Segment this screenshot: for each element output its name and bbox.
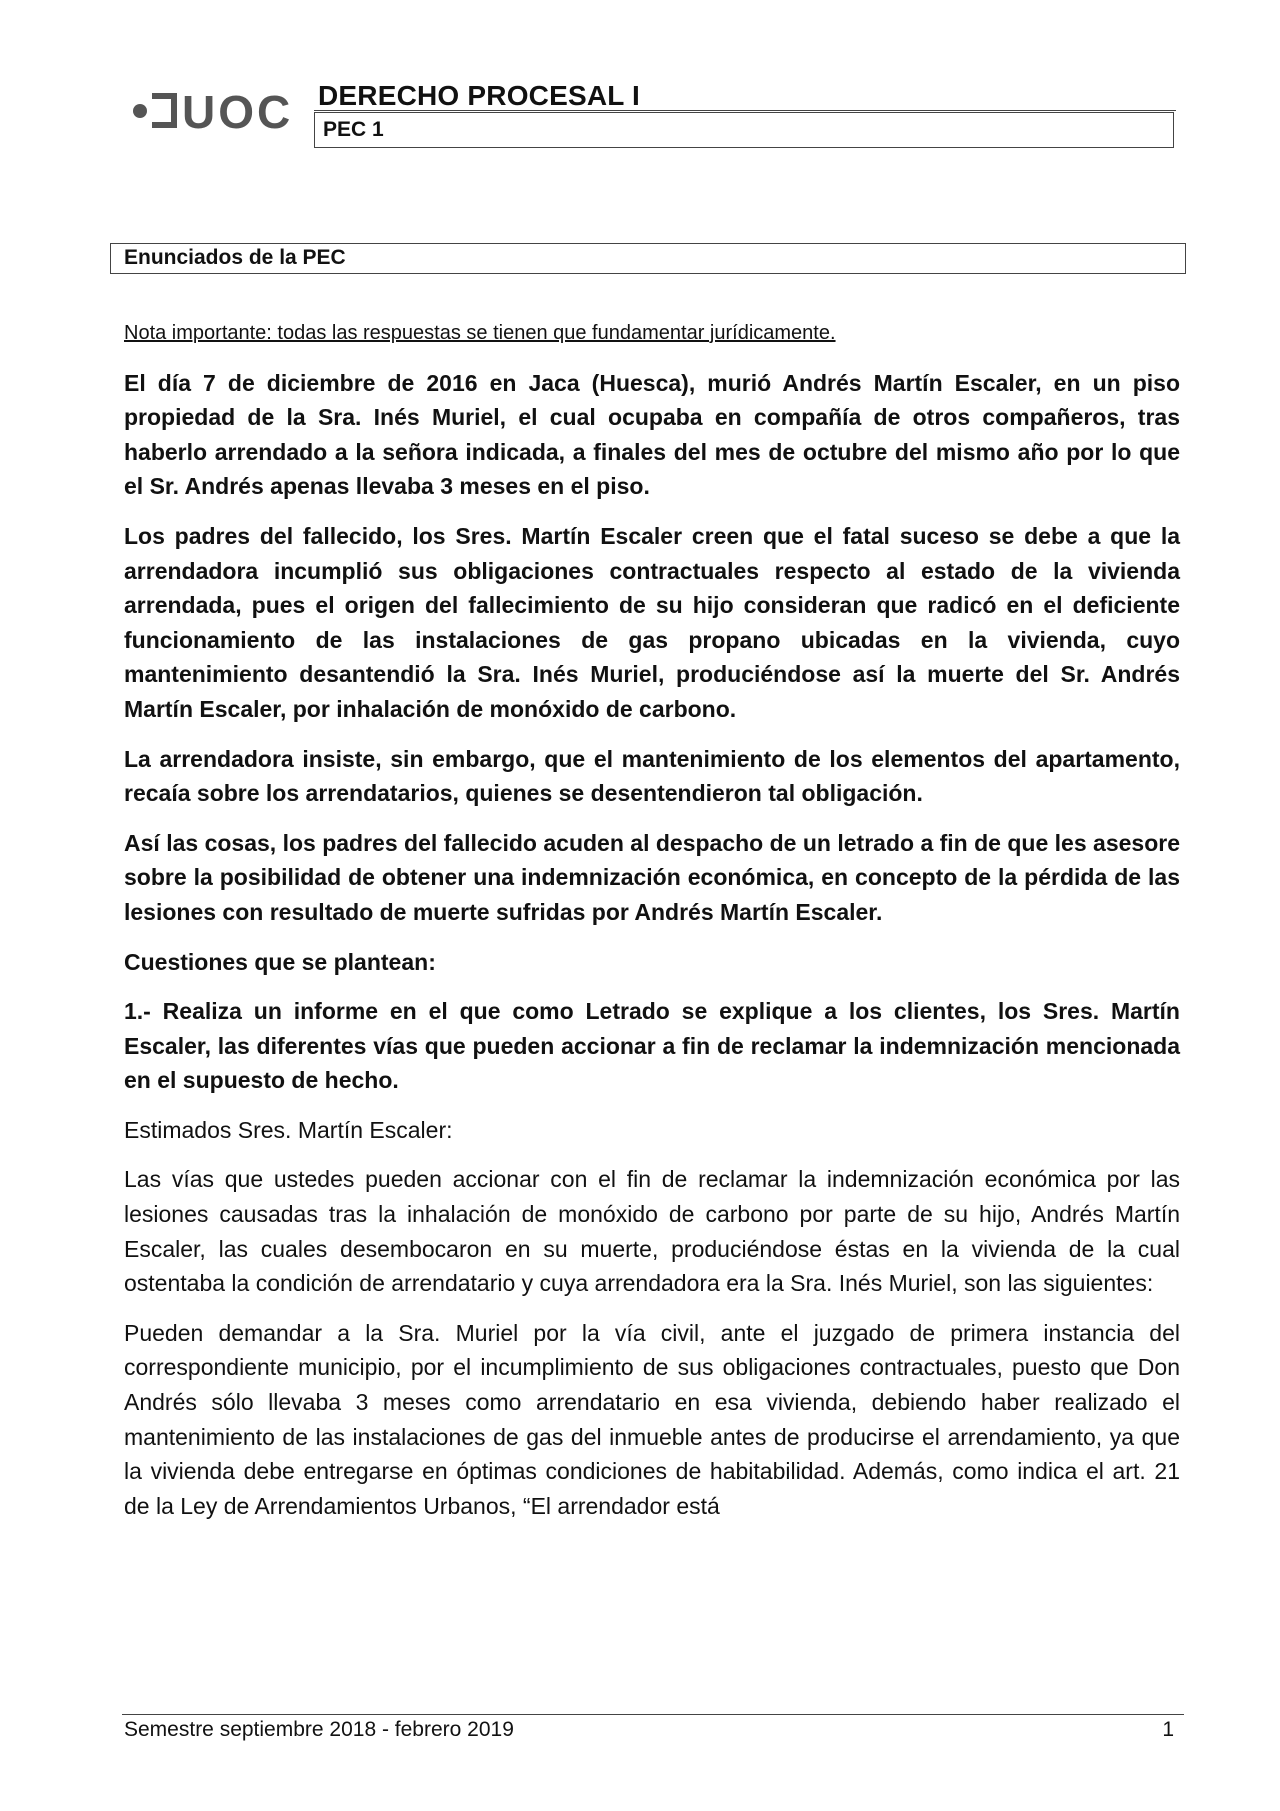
footer-semester: Semestre septiembre 2018 - febrero 2019: [124, 1718, 514, 1741]
logo-text: UOC: [182, 86, 294, 138]
answer-greeting: Estimados Sres. Martín Escaler:: [124, 1116, 453, 1143]
section-title: Enunciados de la PEC: [110, 243, 1186, 274]
statement-paragraph-4: Así las cosas, los padres del fallecido acuden al despacho de un letrado a fin de que les asesore sobre la posibilidad de obtener una indemnización económica, en concepto de la pérdida de las lesiones con resultado de muerte sufridas por Andrés Martín Escaler.: [124, 829, 1180, 925]
statement-paragraph-1: El día 7 de diciembre de 2016 en Jaca (Huesca), murió Andrés Martín Escaler, en un piso propiedad de la Sra. Inés Muriel, el cual ocupaba en compañía de otros compañeros, tras haberlo arrendado a la señora indicada, a finales del mes de octubre del mismo año por lo que el Sr. Andrés apenas llevaba 3 meses en el piso.: [124, 369, 1180, 500]
statement-paragraph-2: Los padres del fallecido, los Sres. Martín Escaler creen que el fatal suceso se debe a que la arrendadora incumplió sus obligaciones contractuales respecto al estado de la vivienda arrendada, pues el origen del fallecimiento de su hijo consideran que radicó en el deficiente funcionamiento de las instalaciones de gas propano ubicadas en la vivienda, cuyo mantenimiento desantendió la Sra. Inés Muriel, produciéndose así la muerte del Sr. Andrés Martín Escaler, por inhalación de monóxido de carbono.: [124, 522, 1180, 722]
footer-divider: [122, 1714, 1184, 1715]
answer-paragraph-2: Pueden demandar a la Sra. Muriel por la vía civil, ante el juzgado de primera instancia del correspondiente municipio, por el incumplimiento de sus obligaciones contractuales, puesto que Don Andrés sólo llevaba 3 meses como arrendatario en esa vivienda, debiendo haber realizado el mantenimiento de las instalaciones de gas del inmueble antes de producirse el arrendamiento, ya que la vivienda debe entregarse en óptimas condiciones de habitabilidad. Además, como indica el art. 21 de la Ley de Arrendamientos Urbanos, “El arrendador está: [124, 1319, 1180, 1519]
important-note: Nota importante: todas las respuestas se tienen que fundamentar jurídicamente.: [124, 322, 836, 344]
page-number: 1: [1162, 1718, 1174, 1741]
questions-heading: Cuestiones que se plantean:: [124, 948, 436, 975]
uoc-logo: [132, 80, 304, 142]
document-body: [124, 316, 1180, 1538]
title-divider: [314, 110, 1176, 111]
question-1: 1.- Realiza un informe en el que como Letrado se explique a los clientes, los Sres. Martín Escaler, las diferentes vías que pueden accionar a fin de reclamar la indemnización mencionada en el supuesto de hecho.: [124, 998, 1180, 1094]
pec-label: PEC 1: [314, 112, 1174, 148]
course-title: DERECHO PROCESAL I: [318, 80, 641, 111]
statement-paragraph-3: La arrendadora insiste, sin embargo, que el mantenimiento de los elementos del apartamento, recaía sobre los arrendatarios, quienes se desentendieron tal obligación.: [124, 745, 1180, 807]
answer-paragraph-1: Las vías que ustedes pueden accionar con el fin de reclamar la indemnización económica por las lesiones causadas tras la inhalación de monóxido de carbono por parte de su hijo, Andrés Martín Escaler, las cuales desembocaron en su muerte, produciéndose éstas en la vivienda de la cual ostentaba la condición de arrendatario y cuya arrendadora era la Sra. Inés Muriel, son las siguientes:: [124, 1166, 1180, 1297]
